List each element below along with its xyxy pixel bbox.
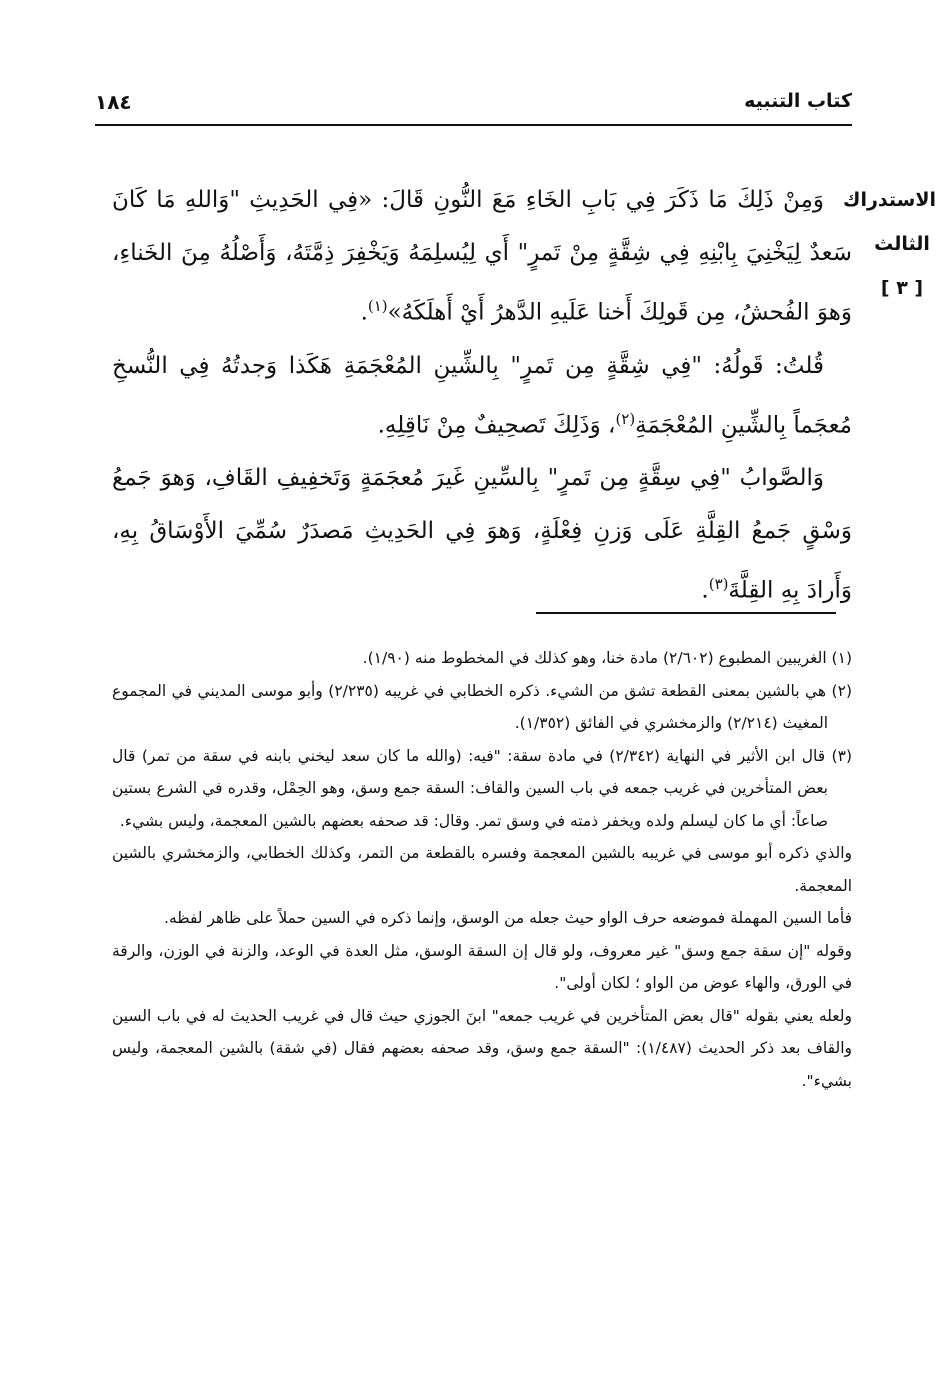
page-number: ١٨٤	[95, 90, 132, 114]
footnote-3-continuation: وقوله "إن سقة جمع وسق" غير معروف، ولو قال إن السقة الوسق، مثل العدة في الوعد، والزنة في الوزن، والرقة في الورق، والهاء عوض من الواو ؛ لكان أولى".	[112, 941, 852, 992]
paragraph-text: وَالصَّوابُ "فِي سِقَّةٍ مِن تَمرٍ" بِالسِّينِ غَيرَ مُعجَمَةٍ وَتَخفِيفِ القَافِ، وَهوَ جَمعُ وَسْقٍ جَمعُ القِلَّةِ عَلَى وَزنِ فِعْلَةٍ، وَهوَ فِي الحَدِيثِ مَصدَرٌ سُمِّيَ الأَوْسَاقُ بِهِ، وَأَرادَ بِهِ القِلَّةَ	[112, 465, 852, 604]
main-paragraph	[112, 452, 852, 618]
footnote-3-continuation: ولعله يعني بقوله "قال بعض المتأخرين في غريب جمعه" ابنَ الجوزي حيث قال في غريب الحديث له في باب السين والقاف بعد ذكر الحديث (١/٤٨٧): "السقة جمع وسق، وقد صحفه بعضهم فقال (في شقة) بالشين المعجمة، وليس بشيء".	[112, 1006, 852, 1090]
footnote-marker: (١)	[367, 297, 388, 315]
paragraph-text: وَمِنْ ذَلِكَ مَا ذَكَرَ فِي بَابِ الخَاءِ مَعَ النُّونِ قَالَ: «فِي الحَدِيثِ "وَاللهِ مَا كَانَ سَعدٌ لِيَخْنِيَ بِابْنِهِ فِي شِقَّةٍ مِنْ تَمرٍ" أَي لِيُسلِمَهُ وَيَخْفِرَ ذِمَّتَهُ، وَأَصْلُهُ مِنَ الخَناءِ، وَهوَ الفُحشُ، مِن قَولِكَ أَخنا عَلَيهِ الدَّهرُ أَيْ أَهلَكَهُ»	[112, 187, 852, 326]
footnote-3: (٣) قال ابن الأثير في النهاية (٢/٣٤٢) في مادة سقة: "فيه: (والله ما كان سعد ليخني بابنه في سقة من تمر) قال بعض المتأخرين في غريب جمعه في باب السين والقاف: السقة جمع وسق، وهو الحِمْل، وقدره في الشرع بستين صاعاً: أي ما كان ليسلم ولده ويخفر ذمته في وسق تمر. وقال: قد صحفه بعضهم بالشين المعجمة، وليس بشيء.	[112, 746, 852, 830]
footnotes	[112, 642, 852, 1097]
footnote-1: (١) الغريبين المطبوع (٢/٦٠٢) مادة خنا، وهو كذلك في المخطوط منه (١/٩٠).	[362, 649, 852, 667]
footnote-separator	[536, 612, 836, 614]
margin-heading-number: [ ٣ ]	[880, 277, 924, 299]
paragraph-end: ، وَذَلِكَ تَصحِيفٌ مِنْ نَاقِلِهِ.	[377, 412, 616, 439]
paragraph-end: .	[701, 577, 709, 604]
main-paragraph	[112, 174, 852, 340]
footnote-3-continuation: والذي ذكره أبو موسى في غريبه بالشين المعجمة وفسره بالقطعة من التمر، وكذلك الخطابي، والزمخشري بالشين المعجمة.	[112, 844, 852, 895]
footnote-2: (٢) هي بالشين بمعنى القطعة تشق من الشيء. ذكره الخطابي في غريبه (٢/٢٣٥) وأبو موسى المديني في المجموع المغيث (٢/٢١٤) والزمخشري في الفائق (١/٣٥٢).	[112, 681, 852, 732]
main-text	[112, 174, 852, 618]
main-paragraph	[112, 340, 852, 453]
footnote-3-continuation: فأما السين المهملة فموضعه حرف الواو حيث جعله من الوسق، وإنما ذكره في السين حملاً على ظاهر لفظه.	[164, 909, 852, 927]
book-title: كتاب التنبيه	[744, 90, 852, 112]
footnote-marker: (٢)	[615, 409, 636, 428]
paragraph-end: .	[360, 299, 368, 326]
margin-heading	[843, 178, 936, 310]
paragraph-text: قُلتُ: قَولُهُ: "فِي شِقَّةٍ مِن تَمرٍ" بِالشِّينِ المُعْجَمَةِ هَكَذا وَجدتُهُ فِي النُّسخِ مُعجَماً بِالشِّينِ المُعْجَمَةِ	[112, 352, 852, 439]
margin-heading-line-1: الاستدراك	[843, 189, 936, 211]
footnote-marker: (٣)	[708, 575, 729, 594]
margin-heading-line-2: الثالث	[874, 233, 930, 255]
running-header	[95, 84, 852, 126]
